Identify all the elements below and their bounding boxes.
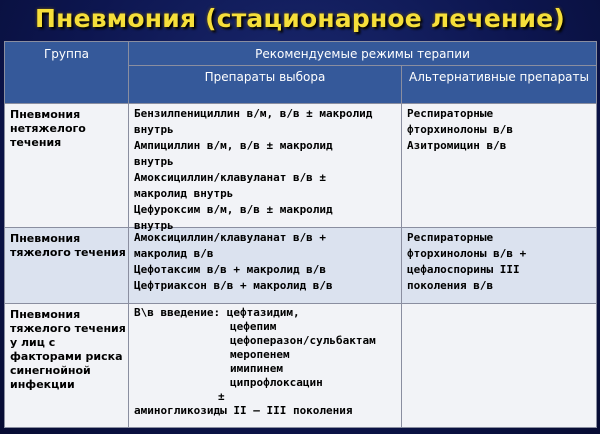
table-row — [5, 104, 597, 228]
drug-line: макролид в/в — [134, 247, 214, 260]
group-line: синегнойной — [10, 364, 91, 377]
row-3-group — [5, 304, 129, 428]
group-line: Пневмония — [10, 232, 81, 245]
drug-line: внутрь — [134, 219, 174, 232]
group-line: Пневмония — [10, 108, 81, 121]
therapy-table — [4, 41, 597, 428]
group-line: тяжелого течения — [10, 246, 126, 259]
drug-line: ципрофлоксацин — [230, 376, 323, 389]
header-group: Группа — [5, 42, 129, 104]
group-line: тяжелого течения — [10, 322, 126, 335]
drug-line: имипинем — [230, 362, 283, 375]
row-1-group — [5, 104, 129, 228]
row-3-preferred — [129, 304, 402, 428]
drug-line: цефоперазон/сульбактам — [230, 334, 376, 347]
drug-line: внутрь — [134, 155, 174, 168]
group-line: у лиц с — [10, 336, 56, 349]
row-1-alternative — [402, 104, 597, 228]
alt-line: поколения в/в — [407, 279, 494, 292]
slide-title: Пневмония (стационарное лечение) — [34, 4, 566, 33]
drug-line: Ампициллин в/м, в/в ± макролид — [134, 139, 333, 152]
drug-line: Цефтриаксон в/в + макролид в/в — [134, 279, 333, 292]
drug-line: внутрь — [134, 123, 174, 136]
drug-line: цефепим — [230, 320, 277, 333]
header-therapy: Рекомендуемые режимы терапии — [129, 42, 597, 66]
row-2-group — [5, 228, 129, 304]
drug-line: Цефотаксим в/в + макролид в/в — [134, 263, 327, 276]
table-row — [5, 304, 597, 428]
header-alternative: Альтернативные препараты — [402, 66, 597, 104]
group-line: Пневмония — [10, 308, 81, 321]
alt-line: цефалоспорины III — [407, 263, 520, 276]
drug-line: аминогликозиды II – III поколения — [134, 404, 353, 417]
group-line: нетяжелого — [10, 122, 86, 135]
drug-line: Амоксициллин/клавуланат в/в + — [134, 231, 327, 244]
drug-line: меропенем — [230, 348, 290, 361]
group-line: факторами риска — [10, 350, 123, 363]
drug-line: макролид внутрь — [134, 187, 234, 200]
alt-line: фторхинолоны в/в + — [407, 247, 527, 260]
row-2-alternative — [402, 228, 597, 304]
header-preferred: Препараты выбора — [129, 66, 402, 104]
alt-line: Респираторные — [407, 107, 494, 120]
group-line: течения — [10, 136, 62, 149]
row-3-alternative — [402, 304, 597, 428]
row-2-preferred — [129, 228, 402, 304]
alt-line: Азитромицин в/в — [407, 139, 507, 152]
drug-line: Амоксициллин/клавуланат в/в ± — [134, 171, 327, 184]
group-line: инфекции — [10, 378, 75, 391]
table-row — [5, 228, 597, 304]
drug-line: Бензилпенициллин в/м, в/в ± макролид — [134, 107, 373, 120]
row-1-preferred — [129, 104, 402, 232]
drug-line: В\в введение: цефтазидим, — [134, 306, 300, 319]
alt-line: Респираторные — [407, 231, 494, 244]
alt-line: фторхинолоны в/в — [407, 123, 513, 136]
drug-line: ± — [218, 390, 225, 403]
drug-line: Цефуроксим в/м, в/в ± макролид — [134, 203, 333, 216]
